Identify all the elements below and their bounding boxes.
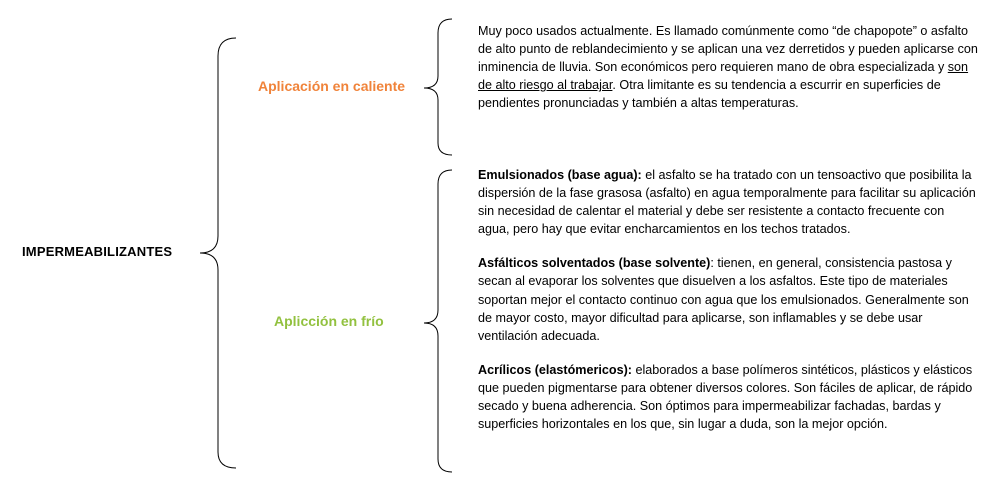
cold-application-label: Aplicción en frío bbox=[274, 313, 384, 329]
hot-application-label: Aplicación en caliente bbox=[258, 78, 406, 94]
cold-item-acrilicos bbox=[478, 361, 978, 433]
hot-brace bbox=[424, 19, 452, 155]
cold-item-text: el asfalto se ha tratado con un tensoactivo que posibilita la dispersión de la fase grasosa (asfalto) en agua temporalmente para facilitar su aplicación sin necesidad de calentar el material y debe ser resistente a contacto frecuente con agua, pero hay que evitar encharcamientos en los techos tratados. bbox=[478, 168, 976, 237]
cold-descriptions bbox=[478, 166, 978, 449]
hot-text-before: Muy poco usados actualmente. Es llamado comúnmente como “de chapopote” o asfalto de alto punto de reblandecimiento y se aplican una vez derretidos y pueden aplicarse con inminencia de lluvia. Son económicos pero requieren mano de obra especializada y bbox=[478, 24, 978, 75]
cold-item-title: Asfálticos solventados (base solvente) bbox=[478, 256, 711, 271]
hot-text-underlined: son de alto riesgo al trabajar bbox=[478, 60, 969, 93]
cold-item-emulsionados bbox=[478, 166, 978, 238]
cold-item-solventados bbox=[478, 254, 978, 344]
main-brace bbox=[200, 38, 236, 468]
root-title: IMPERMEABILIZANTES bbox=[22, 244, 173, 259]
cold-item-title: Emulsionados (base agua): bbox=[478, 168, 642, 182]
hot-description bbox=[478, 22, 978, 112]
cold-brace bbox=[424, 170, 452, 472]
cold-item-text: : tienen, en general, consistencia pastosa y secan al evaporar los solventes que disuelven a los asfaltos. Este tipo de materiales soportan mejor el contacto continuo con agua que los emulsionados. Generalmente son de mayor costo, mayor dificultad para aplicarse, son inflamables y se debe usar ventilación adecuada. bbox=[478, 256, 969, 343]
hot-text-after: . Otra limitante es su tendencia a escurrir en superficies de pendientes pronunciadas y también a altas temperaturas. bbox=[478, 78, 941, 111]
cold-item-title: Acrílicos (elastómericos): bbox=[478, 362, 632, 377]
cold-item-text: elaborados a base polímeros sintéticos, plásticos y elásticos que pueden pigmentarse para obtener diversos colores. Son fáciles de aplicar, de rápido secado y buena adherencia. Son óptimos para impermeabilizar fachadas, bardas y superficies horizontales en los que, sin lugar a duda, son la mejor opción. bbox=[478, 362, 973, 432]
